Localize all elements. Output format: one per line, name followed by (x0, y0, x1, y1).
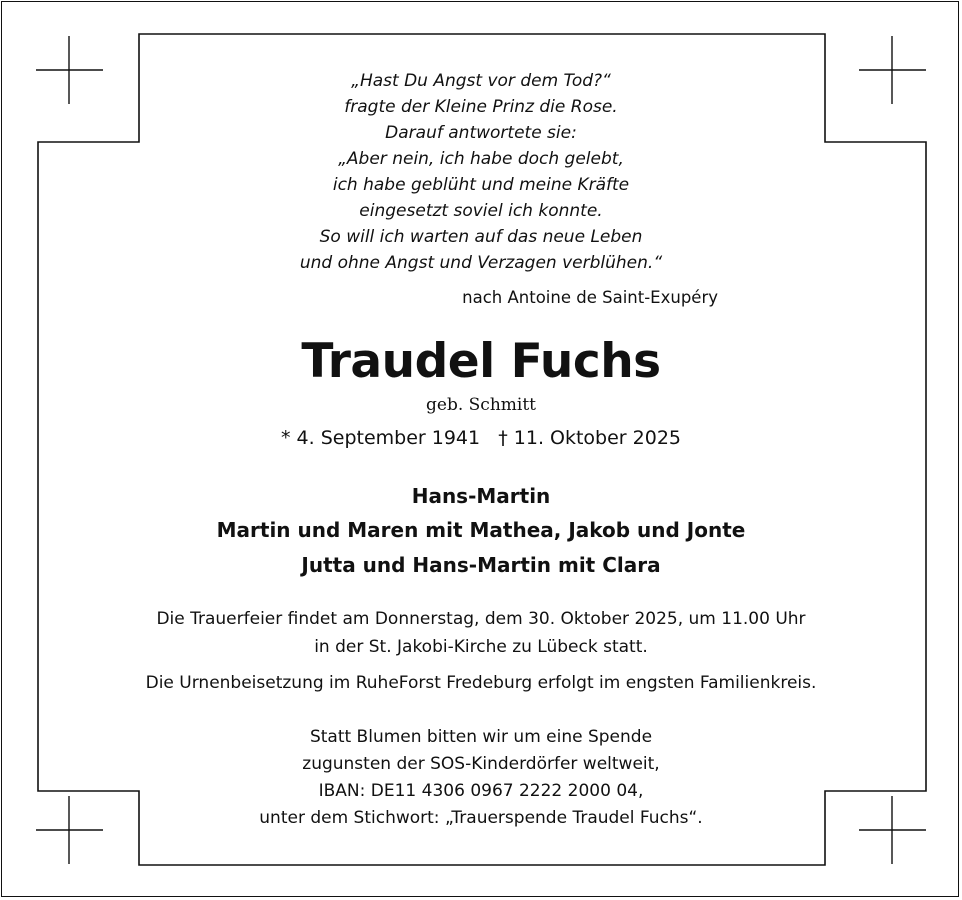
quote-line: ich habe geblüht und meine Kräfte (332, 175, 630, 195)
cross-icon (36, 796, 103, 864)
service-location: in der St. Jakobi-Kirche zu Lübeck statt. (314, 637, 648, 657)
cross-icon (36, 36, 103, 104)
mourner-line: Hans-Martin (411, 484, 551, 508)
burial-info: Die Urnenbeisetzung im RuheForst Fredeburg erfolgt im engsten Familienkreis. (145, 673, 817, 693)
quote-line: „Aber nein, ich habe doch gelebt, (338, 149, 624, 169)
cross-icon (859, 796, 926, 864)
quote-attribution: nach Antoine de Saint-Exupéry (462, 288, 718, 307)
deceased-name: Traudel Fuchs (301, 334, 661, 389)
quote-line: fragte der Kleine Prinz die Rose. (344, 97, 618, 117)
quote-line: So will ich warten auf das neue Leben (319, 227, 643, 247)
donation-iban: IBAN: DE11 4306 0967 2222 2000 04, (318, 781, 644, 801)
maiden-name: geb. Schmitt (426, 395, 536, 415)
service-info: Die Trauerfeier findet am Donnerstag, dem 30. Oktober 2025, um 11.00 Uhr (156, 609, 806, 629)
life-dates: * 4. September 1941 † 11. Oktober 2025 (280, 427, 682, 449)
cross-icon (859, 36, 926, 104)
donation-line: zugunsten der SOS-Kinderdörfer weltweit, (302, 754, 660, 774)
mourner-line: Martin und Maren mit Mathea, Jakob und Jonte (216, 518, 746, 542)
donation-keyword: unter dem Stichwort: „Trauerspende Traudel Fuchs“. (259, 808, 703, 828)
quote-line: Darauf antwortete sie: (385, 123, 577, 143)
quote-line: eingesetzt soviel ich konnte. (359, 201, 603, 221)
mourner-line: Jutta und Hans-Martin mit Clara (301, 553, 661, 577)
quote-line: und ohne Angst und Verzagen verblühen.“ (299, 253, 663, 273)
donation-line: Statt Blumen bitten wir um eine Spende (309, 727, 653, 747)
quote-line: „Hast Du Angst vor dem Tod?“ (351, 71, 611, 91)
